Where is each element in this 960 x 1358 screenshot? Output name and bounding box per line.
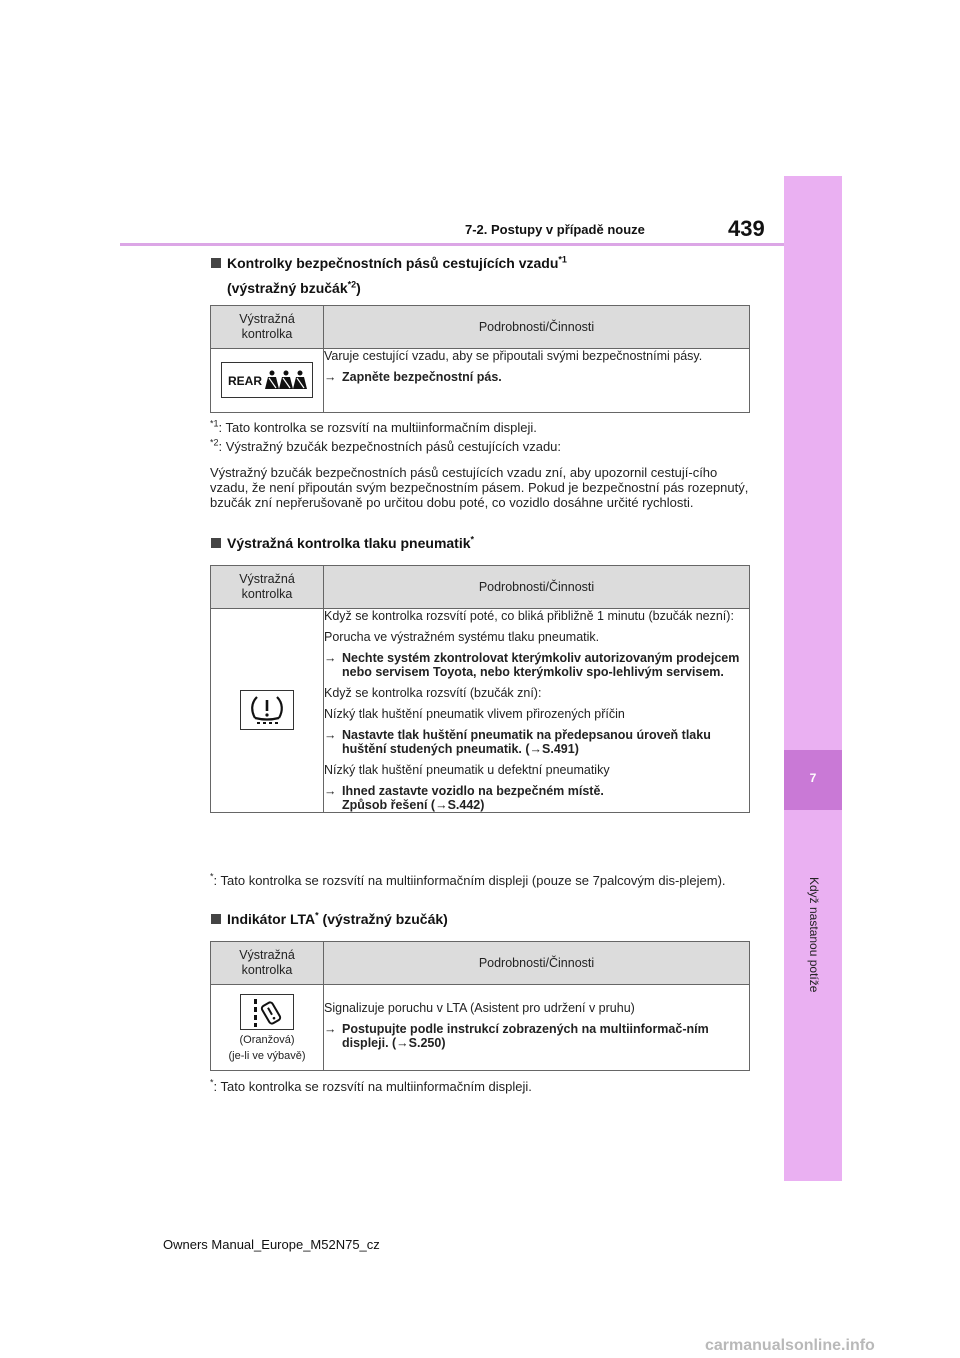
table-header-indicator: Výstražná kontrolka [211, 942, 324, 985]
chapter-number: 7 [809, 771, 817, 785]
tire-pressure-details: Když se kontrolka rozsvítí poté, co bliká přibližně 1 minutu (bzučák nezní): Porucha ve výstražném systému tlaku pneumatik. → Nechte systém zkontrolovat kterýmkoliv autorizovaným prodejcem nebo servisem Toyota, nebo kterýmkoliv spo-lehlivým servisem. Když se kontrolka rozsvítí (bzučák zní): Nízký tlak huštění pneumatik vlivem přirozených příčin → Nastavte tlak huštění pneumatik na předepsanou úroveň tlaku huštění studených pneumatik. (→S.491) Nízký tlak huštění pneumatik u defektní pneumatiky → Ihned zastavte vozidlo na bezpečném místě. Způsob řešení (→S.442) [324, 609, 750, 813]
svg-text:REAR: REAR [228, 373, 263, 388]
chapter-title: Když nastanou potíže [807, 877, 821, 993]
chapter-number-tab [784, 750, 842, 810]
table-header-details: Podrobnosti/Činnosti [324, 306, 750, 349]
chapter-side-tab [784, 176, 842, 1181]
table-header-details: Podrobnosti/Činnosti [324, 942, 750, 985]
watermark: carmanualsonline.info [705, 1337, 875, 1354]
footnote-1: $^{*1}$: Tato kontrolka se rozsvítí na multiinformačním displeji. [210, 418, 537, 435]
buzzer-paragraph: Výstražný bzučák bezpečnostních pásů cestujících vzadu zní, aby upozornil cestují-cího vzadu, že není připoután svým bezpečnostním pásem. Pokud je bezpečnostní pás rozepnutý, bzučák zní nepřerušovaně po určitou dobu poté, co vozidlo dosáhne určité rychlosti. [210, 465, 749, 510]
footer-manual-id: Owners Manual_Europe_M52N75_cz [163, 1237, 380, 1252]
footnote-2: $^{*2}$: Výstražný bzučák bezpečnostních pásů cestujících vzadu: [210, 437, 562, 454]
section-title: 7-2. Postupy v případě nouze [465, 222, 645, 237]
heading-bullet-icon [211, 538, 221, 548]
table-header-indicator: Výstražná kontrolka [211, 566, 324, 609]
section2-heading: Výstražná kontrolka tlaku pneumatik* [211, 533, 474, 554]
section1-heading: Kontrolky bezpečnostních pásů cestujících vzadu$^{*1}$ (výstražný bzučák$^{*2}$) [211, 253, 567, 299]
rear-seatbelt-details: Varuje cestující vzadu, aby se připoutali svými bezpečnostními pásy. → Zapněte bezpečnostní pás. [324, 349, 750, 413]
table-header-indicator: Výstražná kontrolka [211, 306, 324, 349]
tire-pressure-table [210, 565, 750, 813]
lta-warning-icon [240, 994, 294, 1030]
lta-footnote: *: Tato kontrolka se rozsvítí na multiinformačním displeji. [210, 1077, 532, 1094]
lta-table [210, 941, 750, 1071]
section3-heading: Indikátor LTA* (výstražný bzučák) [211, 909, 448, 930]
header-rule [120, 243, 784, 246]
lta-icon-cell [211, 985, 324, 1071]
lta-color-caption: (Oranžová) [239, 1033, 295, 1046]
tire-pressure-icon-cell [211, 609, 324, 813]
lta-details: Signalizuje poruchu v LTA (Asistent pro udržení v pruhu) → Postupujte podle instrukcí zobrazených na multiinformač-ním displeji. (→S.250) [324, 985, 750, 1071]
rear-seatbelt-icon-cell [211, 349, 324, 413]
tire-pressure-footnote: *: Tato kontrolka se rozsvítí na multiinformačním displeji (pouze se 7palcovým dis-plejem). [210, 871, 726, 888]
rear-seatbelt-icon [221, 362, 313, 398]
page-number: 439 [728, 216, 765, 241]
table-header-details: Podrobnosti/Činnosti [324, 566, 750, 609]
rear-seatbelt-table [210, 305, 750, 413]
tire-pressure-warning-icon [240, 690, 294, 730]
lta-equipment-caption: (je-li ve výbavě) [228, 1049, 306, 1062]
heading-bullet-icon [211, 914, 221, 924]
heading-bullet-icon [211, 258, 221, 268]
